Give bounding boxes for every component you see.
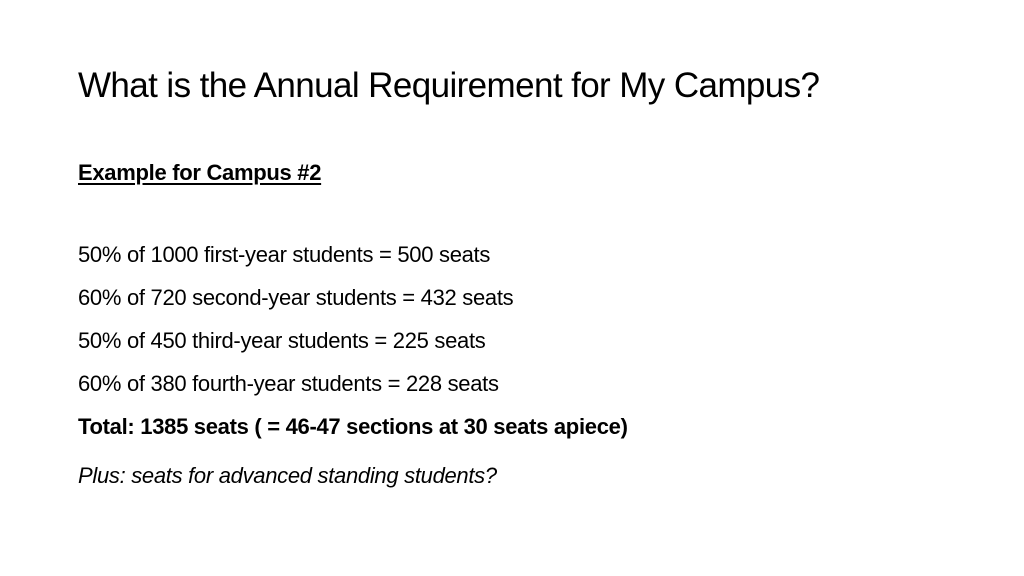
example-heading: Example for Campus #2 — [78, 160, 322, 185]
calculation-line: 50% of 450 third-year students = 225 seats — [78, 328, 486, 353]
calculation-line: 60% of 720 second-year students = 432 seats — [78, 285, 514, 310]
advanced-standing-note: Plus: seats for advanced standing students? — [78, 463, 497, 488]
slide-body — [78, 156, 978, 497]
calculation-line: 50% of 1000 first-year students = 500 seats — [78, 242, 491, 267]
calculation-line: 60% of 380 fourth-year students = 228 seats — [78, 371, 499, 396]
slide-title: What is the Annual Requirement for My Campus? — [78, 66, 820, 105]
seat-calculation-list — [78, 233, 978, 405]
total-line: Total: 1385 seats ( = 46-47 sections at 30 seats apiece) — [78, 414, 628, 439]
